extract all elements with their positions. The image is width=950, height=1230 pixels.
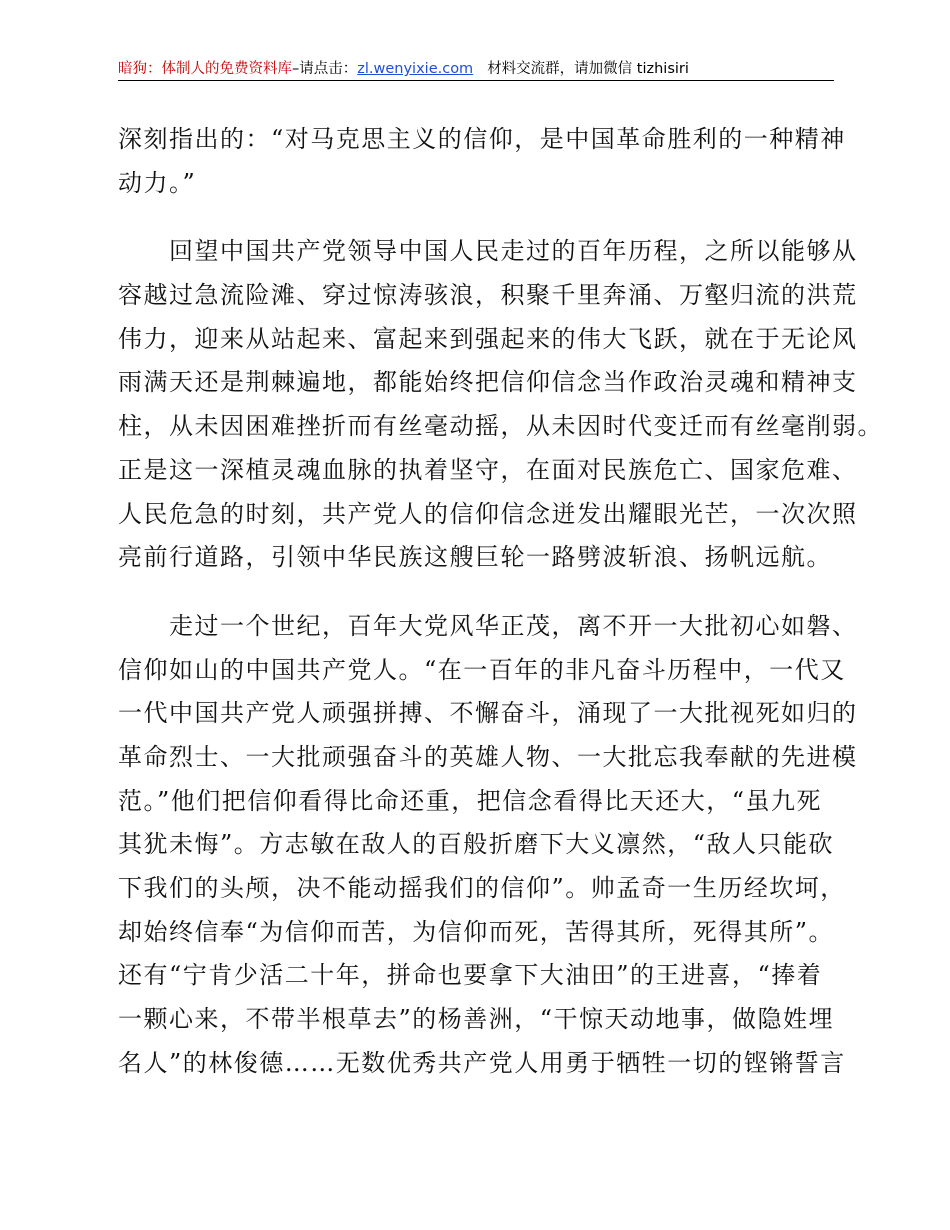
header-link[interactable]: zl.wenyixie.com bbox=[357, 61, 474, 77]
text-line: 正是这一深植灵魂血脉的执着坚守，在面对民族危亡、国家危难、 bbox=[118, 455, 858, 484]
text-line: 柱，从未因困难挫折而有丝毫动摇，从未因时代变迁而有丝毫削弱。 bbox=[118, 412, 883, 441]
text-line: 亮前行道路，引领中华民族这艘巨轮一路劈波斩浪、扬帆远航。 bbox=[118, 543, 832, 572]
text-line: 名人”的林俊德……无数优秀共产党人用勇于牺牲一切的铿锵誓言 bbox=[118, 1048, 846, 1077]
text-line: 却始终信奉“为信仰而苦，为信仰而死，苦得其所，死得其所”。 bbox=[118, 917, 835, 946]
text-line: 深刻指出的：“对马克思主义的信仰，是中国革命胜利的一种精神 bbox=[118, 125, 846, 153]
text-line: 容越过急流险滩、穿过惊涛骇浪，积聚千里奔涌、万壑归流的洪荒 bbox=[118, 281, 858, 310]
text-line: 伟力，迎来从站起来、富起来到强起来的伟大飞跃，就在于无论风 bbox=[118, 324, 858, 353]
header-brand: 暗狗：体制人的免费资料库 bbox=[118, 61, 292, 77]
text-line: 范。”他们把信仰看得比命还重，把信念看得比天还大，“虽九死 bbox=[118, 786, 823, 815]
text-line: 人民危急的时刻，共产党人的信仰信念迸发出耀眼光芒，一次次照 bbox=[118, 499, 858, 528]
page-header bbox=[118, 58, 830, 80]
text-line: 回望中国共产党领导中国人民走过的百年历程，之所以能够从 bbox=[169, 237, 858, 266]
text-line: 一代中国共产党人顽强拼搏、不懈奋斗，涌现了一大批视死如归的 bbox=[118, 699, 858, 728]
text-line: 动力。” bbox=[118, 168, 197, 197]
body-text bbox=[118, 118, 883, 1085]
header-note: 材料交流群，请加微信 tizhisiri bbox=[487, 61, 689, 77]
header-divider bbox=[118, 80, 834, 81]
header-prompt: –请点击： bbox=[292, 61, 358, 77]
text-line: 信仰如山的中国共产党人。“在一百年的非凡奋斗历程中，一代又 bbox=[118, 655, 846, 684]
text-line: 雨满天还是荆棘遍地，都能始终把信仰信念当作政治灵魂和精神支 bbox=[118, 368, 858, 397]
text-line: 还有“宁肯少活二十年，拼命也要拿下大油田”的王进喜，“捧着 bbox=[118, 961, 823, 990]
text-line: 革命烈士、一大批顽强奋斗的英雄人物、一大批忘我奉献的先进模 bbox=[118, 742, 858, 771]
text-line: 其犹未悔”。方志敏在敌人的百般折磨下大义凛然，“敌人只能砍 bbox=[118, 830, 835, 859]
text-line: 下我们的头颅，决不能动摇我们的信仰”。帅孟奇一生历经坎坷， bbox=[118, 874, 846, 902]
text-line: 走过一个世纪，百年大党风华正茂，离不开一大批初心如磐、 bbox=[169, 611, 858, 640]
text-line: 一颗心来，不带半根草去”的杨善洲，“干惊天动地事，做隐姓埋 bbox=[118, 1005, 835, 1034]
